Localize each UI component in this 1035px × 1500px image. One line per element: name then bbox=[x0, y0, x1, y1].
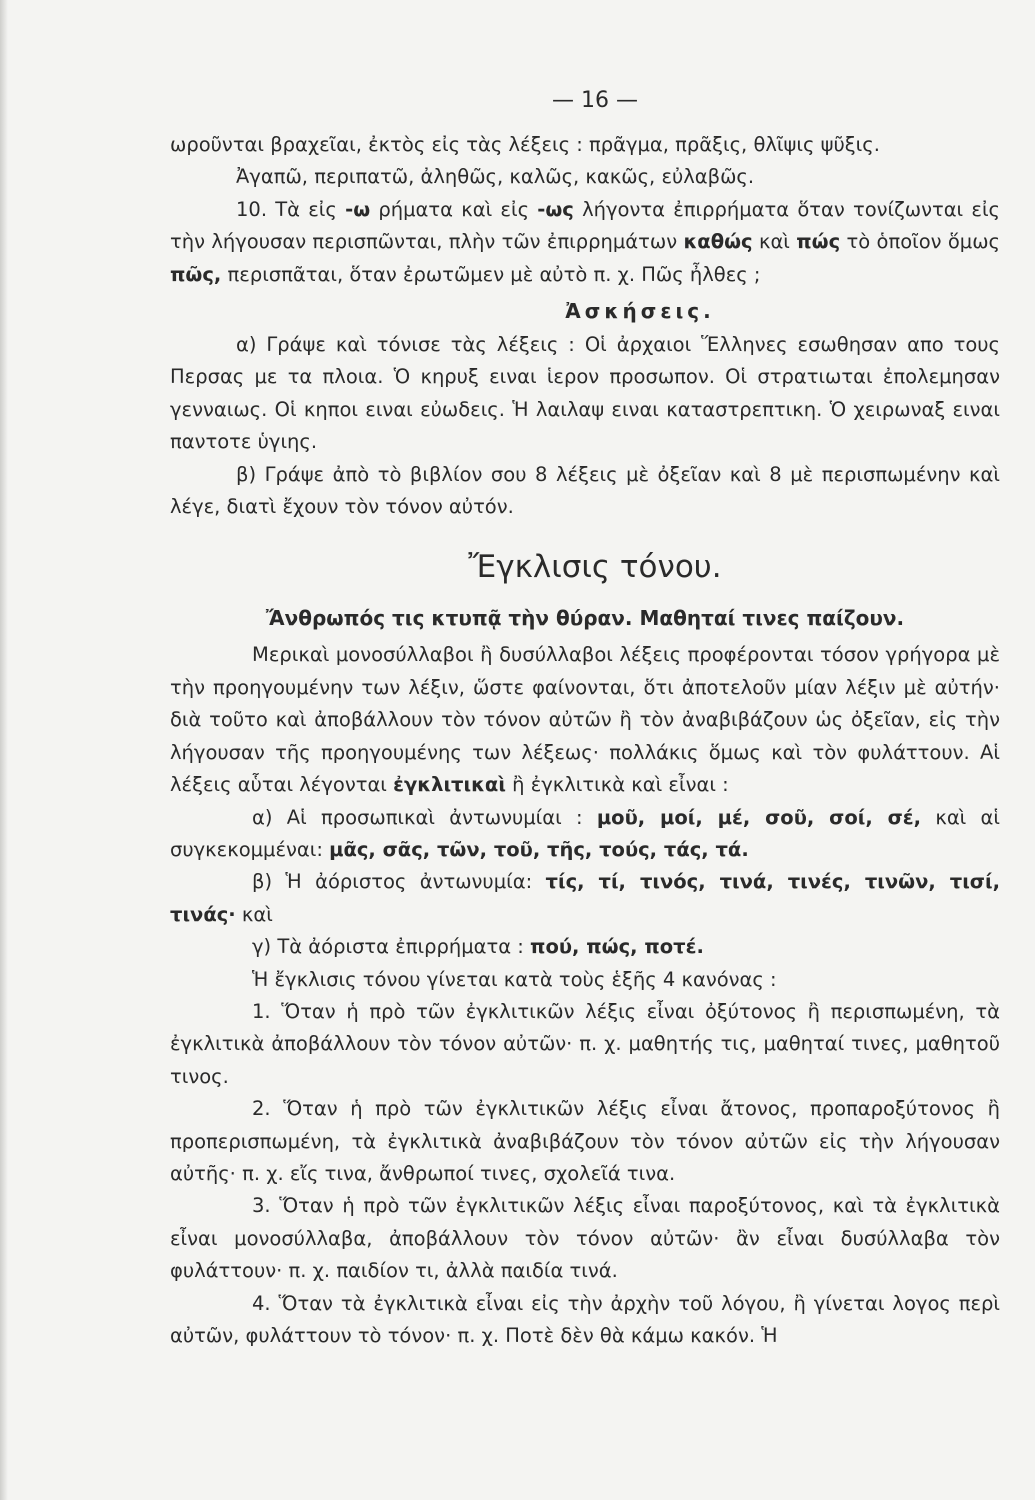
rule-4: 4. Ὅταν τὰ ἐγκλιτικὰ εἶναι εἰς τὴν ἀρχὴν τοῦ λόγου, ἢ γίνεται λογος περὶ αὐτῶν, φυλάττουν τὸ τόνον· π. χ. Ποτὲ δὲν θὰ κάμω κακόν. Ἡ bbox=[170, 1291, 1000, 1347]
exercise-b: β) Γράψε ἀπὸ τὸ βιβλίον σου 8 λέξεις μὲ ὀξεῖαν καὶ 8 μὲ περισπωμένην καὶ λέγε, διατὶ ἔχουν τὸν τόνον αὐτόν. bbox=[170, 462, 1000, 519]
intro-paragraph: Μερικαὶ μονοσύλλαβοι ἢ δυσύλλαβοι λέξεις προφέρονται τόσον γρήγορα μὲ τὴν προηγουμένην των λέξιν, ὥστε φαίνονται, ὅτι ἀποτελοῦν μίαν λέξιν μὲ αὐτήν· διὰ τοῦτο καὶ ἀποβάλλουν τὸν τόνον αὐτῶν ἢ τὸν ἀναβιβάζουν ὡς ὀξεῖαν, εἰς τὴν λήγουσαν τῆς προηγουμένης των λέξεως· πολλάκις ὅμως καὶ τὸν φυλάττουν. Αἱ λέξεις αὗται λέγονται ἐγκλιτικαὶ ἢ ἐγκλιτικὰ καὶ εἶναι : bbox=[170, 643, 1000, 797]
class-b: β) Ἡ ἀόριστος ἀντωνυμία: τίς, τί, τινός, τινά, τινές, τινῶν, τισί, τινάς· καὶ bbox=[170, 870, 1000, 926]
page-number: — 16 — bbox=[552, 88, 638, 113]
example-line: Ἀγαπῶ, περιπατῶ, ἀληθῶς, καλῶς, κακῶς, εὐλαβῶς. bbox=[236, 165, 755, 189]
book-page bbox=[170, 88, 1000, 1352]
rule-2: 2. Ὅταν ἡ πρὸ τῶν ἐγκλιτικῶν λέξις εἶναι ἄτονος, προπαροξύτονος ἢ προπερισπωμένη, τὰ ἐγκλιτικὰ ἀναβιβάζουν τὸν τόνον αὐτῶν εἰς τὴν λήγουσαν αὐτῆς· π. χ. εἴς τινα, ἄνθρωποί τινες, σχολεῖά τινα. bbox=[170, 1097, 1000, 1185]
continued-line: ωροῦνται βραχεῖαι, ἐκτὸς εἰς τὰς λέξεις : πρᾶγμα, πρᾶξις, θλῖψις ψῦξις. bbox=[170, 133, 880, 156]
rule-3: 3. Ὅταν ἡ πρὸ τῶν ἐγκλιτικῶν λέξις εἶναι παροξύτονος, καὶ τὰ ἐγκλιτικὰ εἶναι μονοσύλλαβα, ἀποβάλλουν τὸν τόνον αὐτῶν· ἂν εἶναι δυσύλλαβα τὸν φυλάττουν· π. χ. παιδίον τι, ἀλλὰ παιδία τινά. bbox=[170, 1194, 1000, 1283]
book-spine-shadow bbox=[0, 0, 8, 1500]
class-c: γ) Τὰ ἀόριστα ἐπιρρήματα : πού, πώς, ποτέ. bbox=[252, 935, 704, 959]
section-title: Ἔγκλισις τόνου. bbox=[468, 549, 722, 586]
section-subtitle: Ἄνθρωπός τις κτυπᾷ τὴν θύραν. Μαθηταί τινες παίζουν. bbox=[265, 606, 905, 631]
rules-intro: Ἡ ἔγκλισις τόνου γίνεται κατὰ τοὺς ἑξῆς 4 κανόνας : bbox=[252, 967, 777, 991]
exercises-heading: Ἀσκήσεις. bbox=[565, 299, 715, 324]
rule-1: 1. Ὅταν ἡ πρὸ τῶν ἐγκλιτικῶν λέξις εἶναι ὀξύτονος ἢ περισπωμένη, τὰ ἐγκλιτικὰ ἀποβάλλουν τὸν τόνον αὐτῶν· π. χ. μαθητής τις, μαθηταί τινες, μαθητοῦ τινος. bbox=[170, 999, 1000, 1088]
rule-10: 10. Τὰ εἰς -ω ρήματα καὶ εἰς -ως λήγοντα ἐπιρρήματα ὅταν τονίζωνται εἰς τὴν λήγουσαν περισπῶνται, πλὴν τῶν ἐπιρρημάτων καθώς καὶ πώς τὸ ὁποῖον ὅμως πῶς, περισπᾶται, ὅταν ἐρωτῶμεν μὲ αὐτὸ π. χ. Πῶς ἦλθες ; bbox=[170, 197, 1000, 286]
exercise-a: α) Γράψε καὶ τόνισε τὰς λέξεις : Οἱ ἀρχαιοι Ἕλληνες εσωθησαν απο τους Περσας με τα πλοια. Ὁ κηρυξ ειναι ἱερον προσωπον. Οἱ στρατιωται ἐπολεμησαν γενναιως. Οἱ κηποι ειναι εὐωδεις. Ἡ λαιλαψ ειναι καταστρεπτικη. Ὁ χειρωναξ ειναι παντοτε ὑγιης. bbox=[170, 333, 1000, 454]
class-a: α) Αἱ προσωπικαὶ ἀντωνυμίαι : μοῦ, μοί, μέ, σοῦ, σοί, σέ, καὶ αἱ συγκεκομμέναι: μᾶς, σᾶς, τῶν, τοῦ, τῆς, τούς, τάς, τά. bbox=[170, 805, 1000, 861]
